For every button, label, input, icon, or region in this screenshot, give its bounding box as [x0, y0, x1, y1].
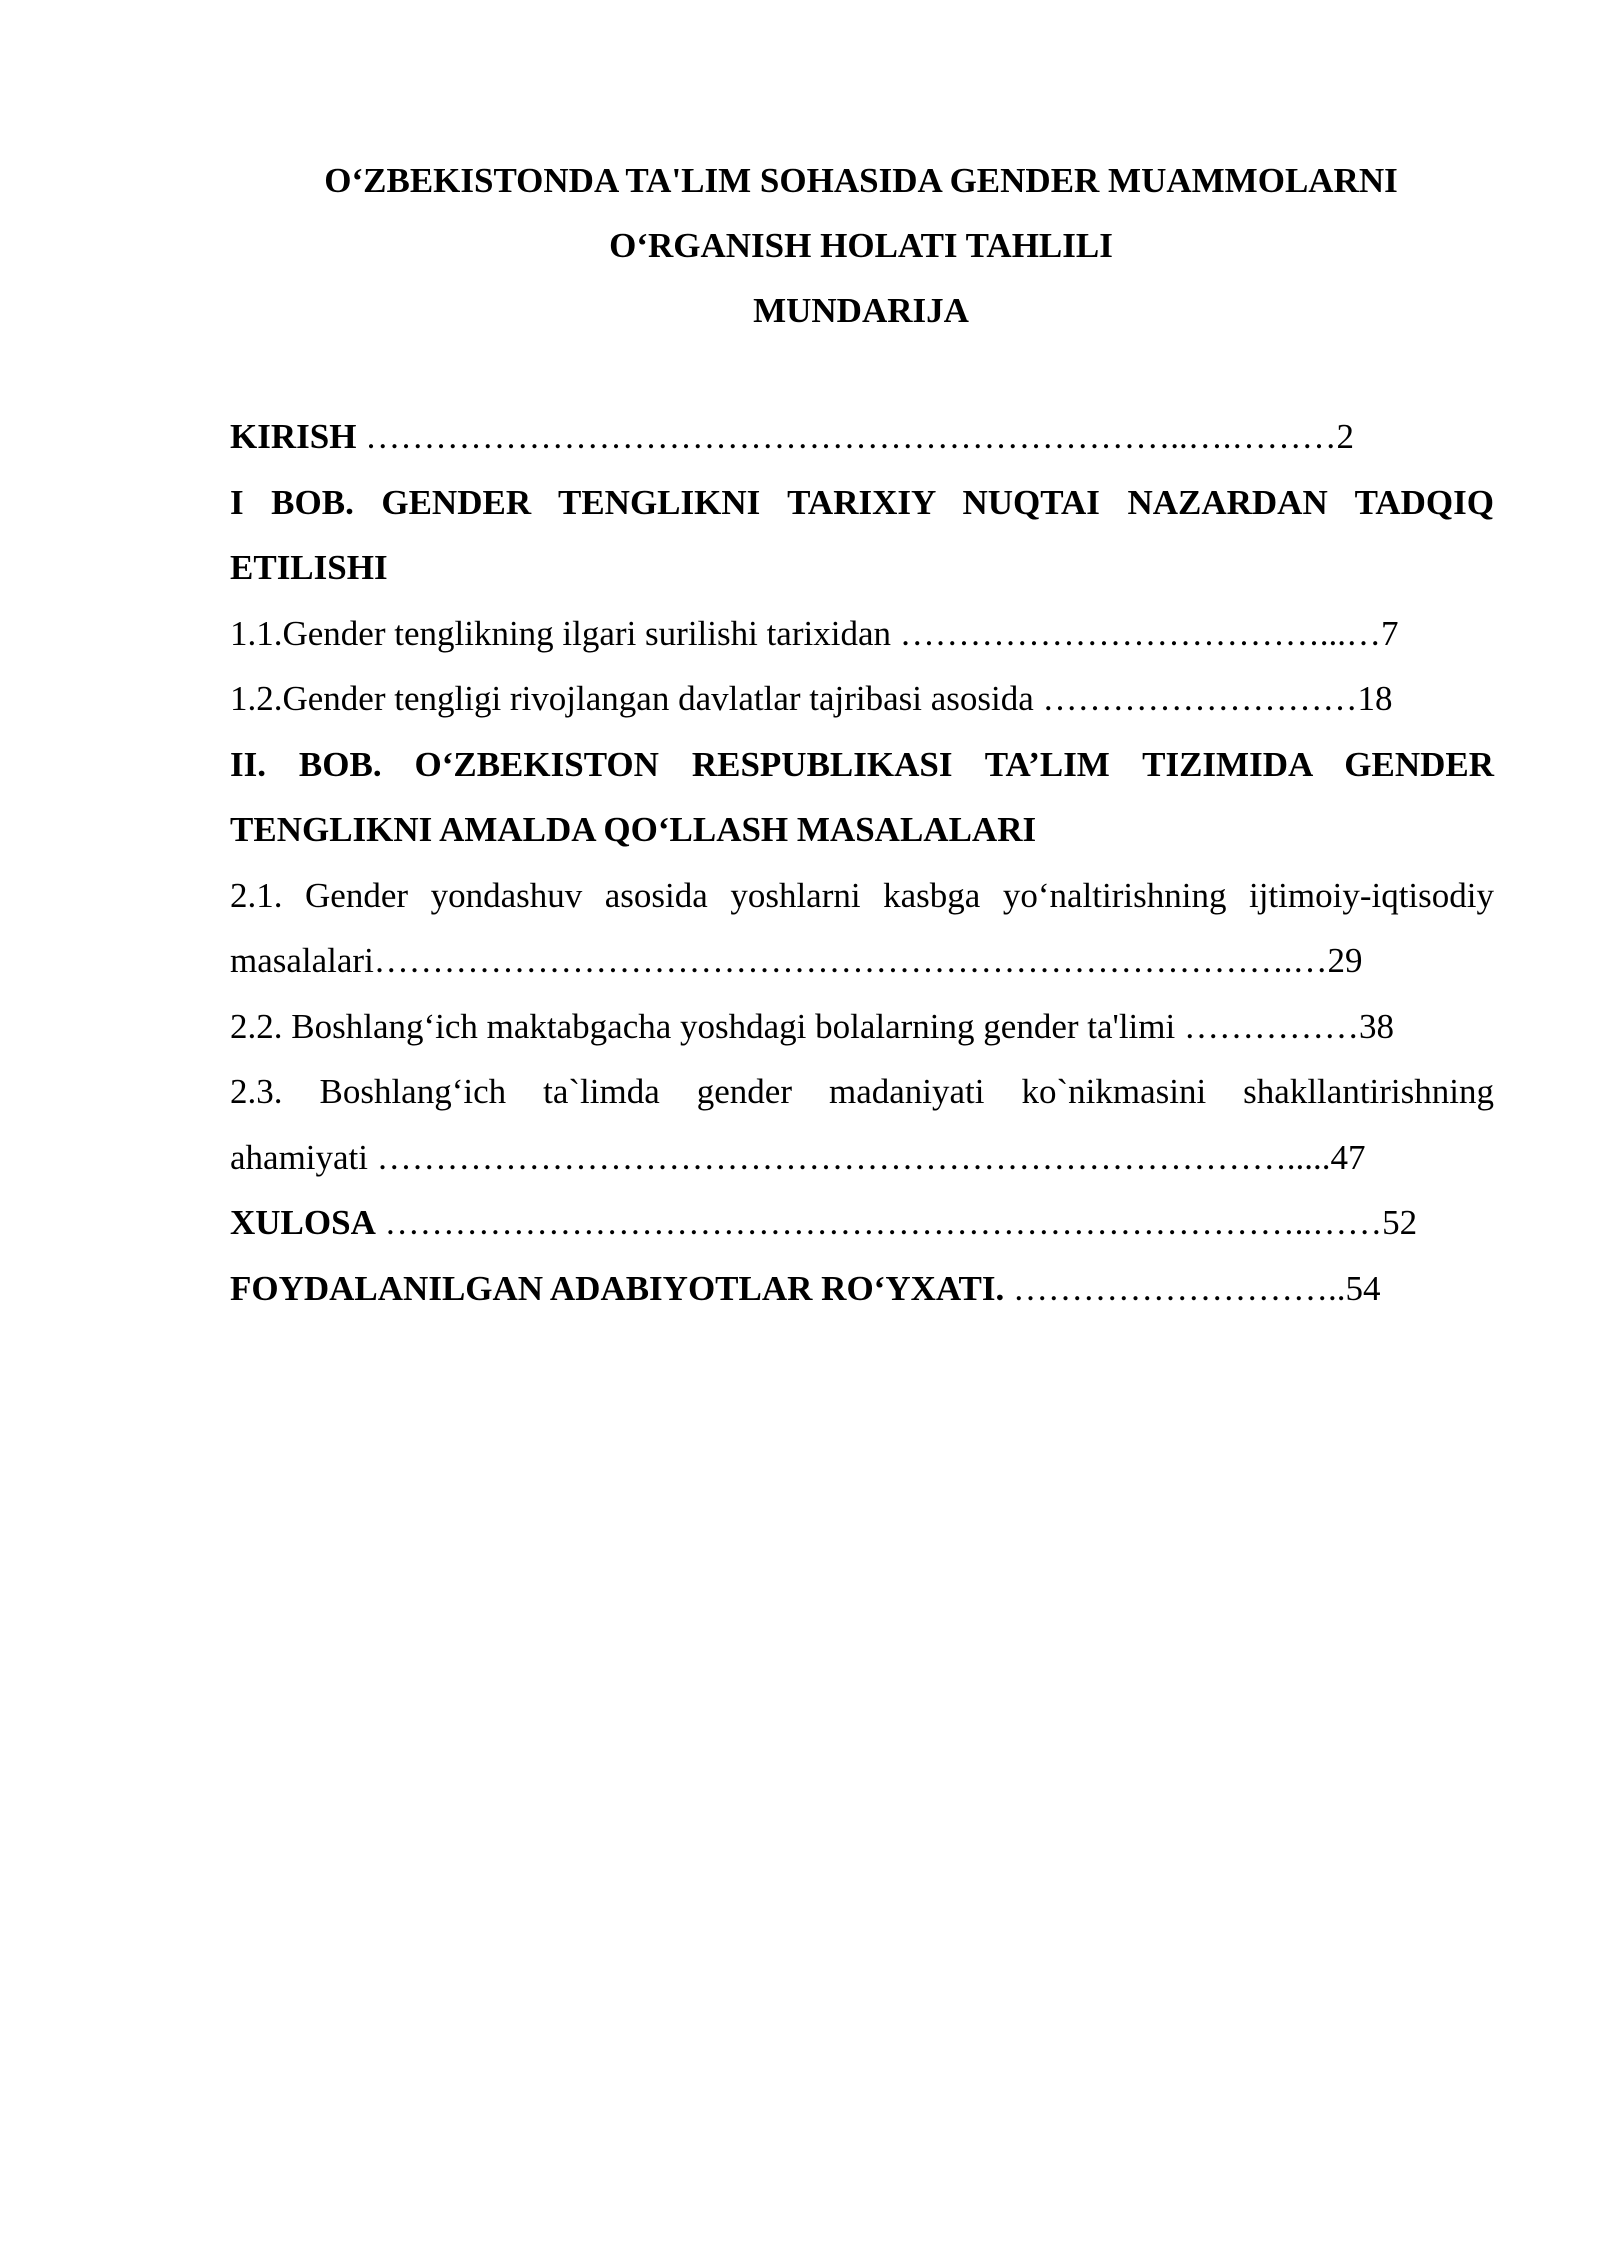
toc-chapter-2-line-1: II. BOB. O‘ZBEKISTON RESPUBLIKASI TA’LIM TIZIMIDA GENDER — [230, 744, 1494, 784]
toc-entry-leader: ……………………………………………………………..….………2 — [356, 417, 1354, 456]
toc-entry-label: FOYDALANILGAN ADABIYOTLAR RO‘YXATI. — [230, 1268, 1005, 1308]
toc-entry-kirish — [230, 404, 1494, 470]
document-title — [230, 148, 1492, 343]
toc-chapter-1-line-2: ETILISHI — [230, 548, 388, 587]
toc-entry-2-1-line-2: masalalari…………………………………………………………………….…29 — [230, 941, 1363, 980]
toc-entry-adabiyotlar — [230, 1256, 1494, 1322]
toc-entry-2-3-line-1: 2.3. Boshlang‘ich ta`limda gender madaniyati ko`nikmasini shakllantirishning — [230, 1072, 1494, 1111]
table-of-contents — [230, 404, 1494, 1321]
toc-entry-xulosa — [230, 1190, 1494, 1256]
toc-chapter-2-line-2: TENGLIKNI AMALDA QO‘LLASH MASALALARI — [230, 810, 1037, 849]
toc-heading: MUNDARIJA — [753, 291, 969, 330]
toc-chapter-1-line-1: I BOB. GENDER TENGLIKNI TARIXIY NUQTAI NAZARDAN TADQIQ — [230, 482, 1494, 522]
title-line-1: O‘ZBEKISTONDA TA'LIM SOHASIDA GENDER MUAMMOLARNI — [324, 161, 1398, 200]
toc-entry-2-2: 2.2. Boshlang‘ich maktabgacha yoshdagi bolalarning gender ta'limi ……………38 — [230, 1006, 1394, 1046]
toc-entry-1-2: 1.2.Gender tengligi rivojlangan davlatlar tajribasi asosida ………………………18 — [230, 679, 1393, 718]
toc-entry-leader: ……………………………………………………………………..……52 — [375, 1203, 1418, 1242]
toc-entry-2-1-line-1: 2.1. Gender yondashuv asosida yoshlarni kasbga yo‘naltirishning ijtimoiy-iqtisodiy — [230, 875, 1494, 915]
toc-entry-1-1: 1.1.Gender tenglikning ilgari surilishi tarixidan ………………………………...…7 — [230, 613, 1399, 653]
toc-entry-label: KIRISH — [230, 417, 357, 456]
title-line-2: O‘RGANISH HOLATI TAHLILI — [609, 226, 1113, 265]
toc-entry-label: XULOSA — [230, 1203, 376, 1242]
toc-entry-leader: ………………………..54 — [1004, 1268, 1381, 1308]
toc-entry-2-3-line-2: ahamiyati …………………………………………………………………….....47 — [230, 1137, 1366, 1177]
